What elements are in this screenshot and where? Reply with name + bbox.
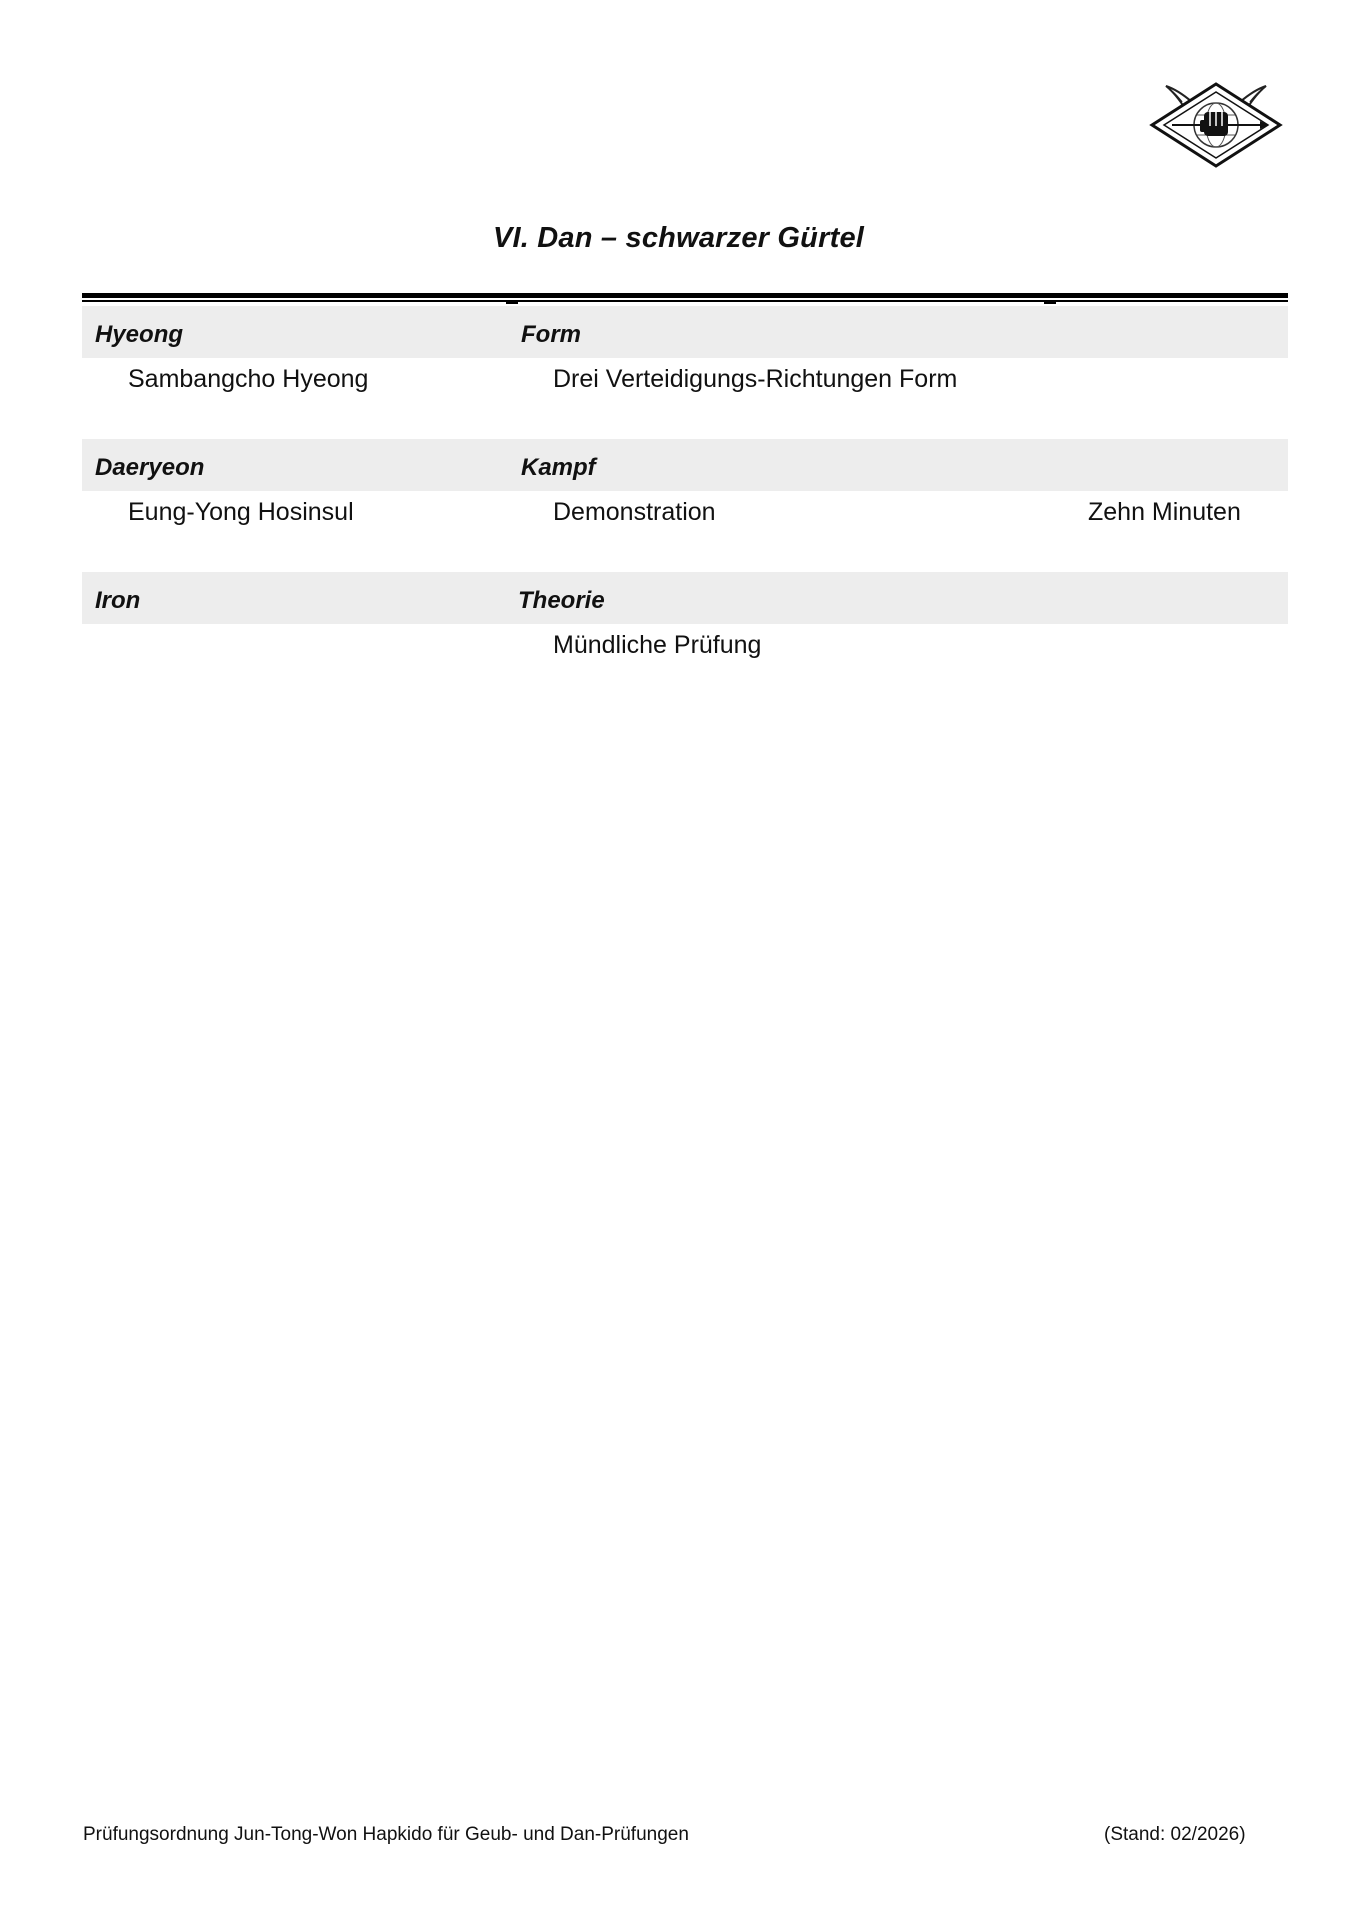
section-category-hyeong: Hyeong xyxy=(95,321,184,348)
footer-revision-date: (Stand: 02/2026) xyxy=(1104,1824,1246,1845)
section-translation-form: Form xyxy=(521,321,581,348)
section-header-band-hyeong xyxy=(82,306,1288,358)
section-description-hyeong: Drei Verteidigungs-Richtungen Form xyxy=(553,365,958,393)
section-item-daeryeon: Eung-Yong Hosinsul xyxy=(128,498,354,526)
title-rule-thick xyxy=(82,293,1288,298)
section-description-iron: Mündliche Prüfung xyxy=(553,631,762,659)
title-rule-thin xyxy=(82,300,1288,302)
section-translation-theorie: Theorie xyxy=(518,587,605,614)
organization-logo-icon xyxy=(1148,80,1284,170)
section-extra-daeryeon: Zehn Minuten xyxy=(1088,498,1241,526)
section-header-band-daeryeon xyxy=(82,439,1288,491)
rule-tick-right xyxy=(1044,302,1056,304)
footer-document-title: Prüfungsordnung Jun-Tong-Won Hapkido für Geub- und Dan-Prüfungen xyxy=(83,1824,689,1845)
section-category-daeryeon: Daeryeon xyxy=(95,454,205,481)
rule-tick-left xyxy=(506,302,518,304)
section-description-daeryeon: Demonstration xyxy=(553,498,716,526)
section-header-band-iron xyxy=(82,572,1288,624)
section-translation-kampf: Kampf xyxy=(521,454,596,481)
section-item-hyeong: Sambangcho Hyeong xyxy=(128,365,369,393)
section-category-iron: Iron xyxy=(95,587,141,614)
page-title: VI. Dan – schwarzer Gürtel xyxy=(492,222,865,254)
